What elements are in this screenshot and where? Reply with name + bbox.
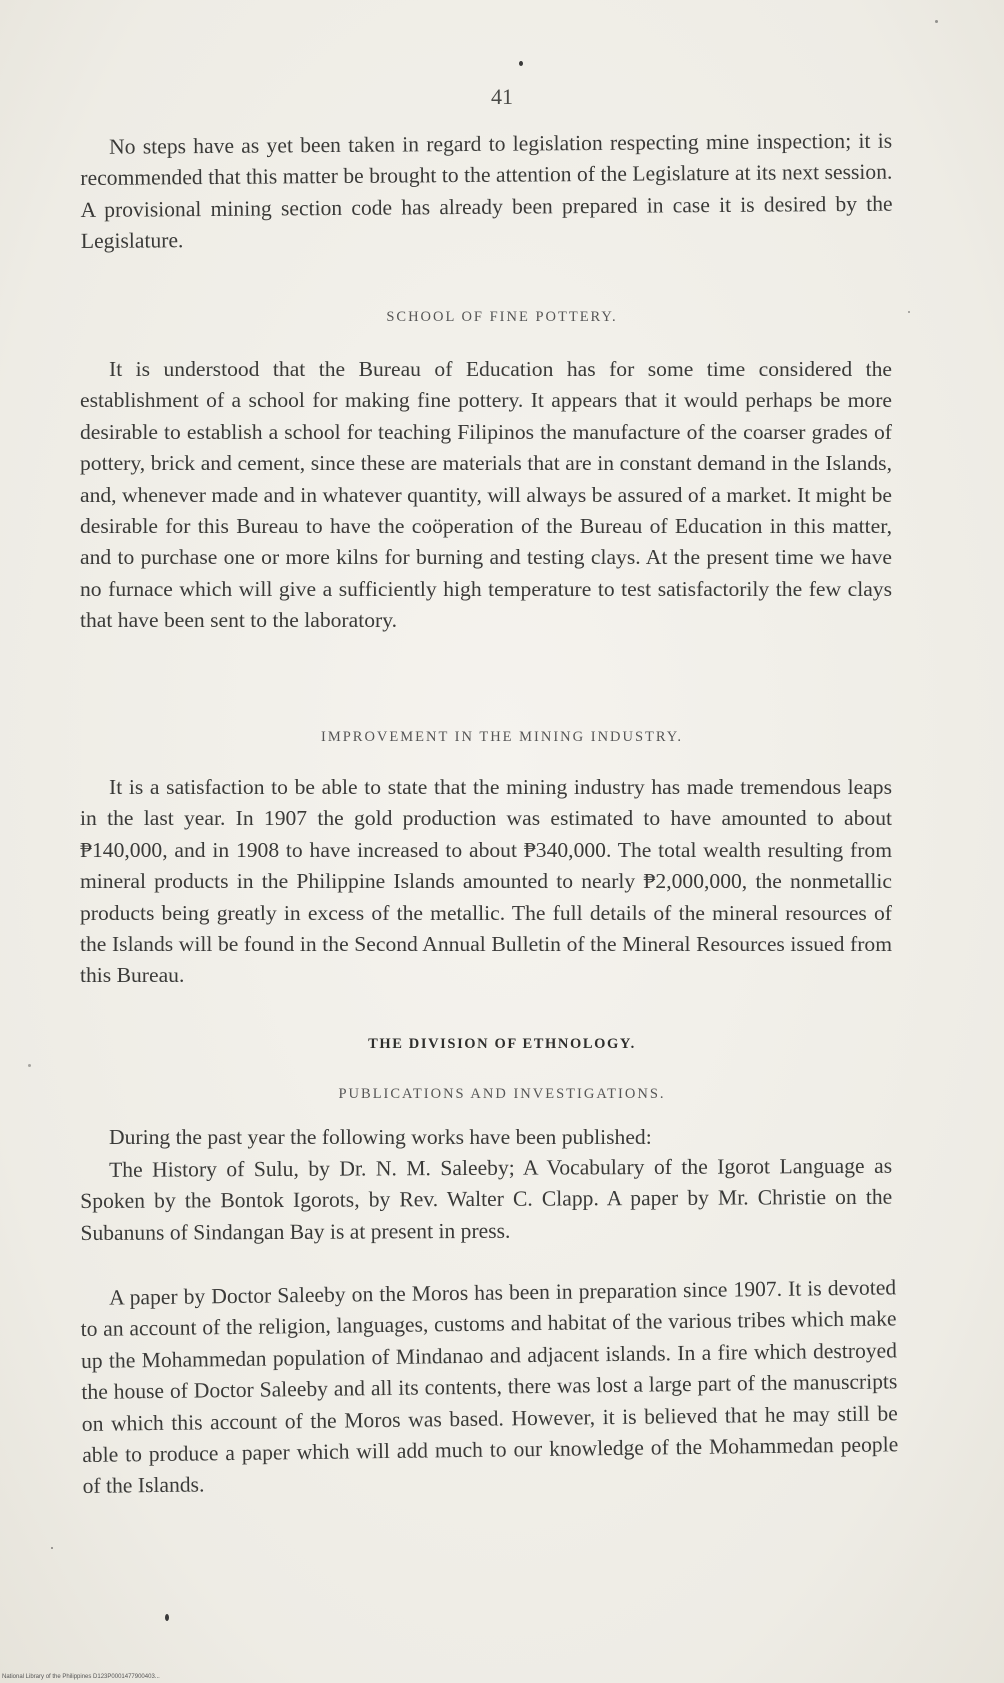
ink-speck [165, 1614, 169, 1621]
paragraph-mine-inspection: No steps have as yet been taken in regard to legislation respecting mine inspection; it is recommended that this matter be brought to the attention of the Legislature at its next session. A provisional mining section code has already been prepared in case it is desired by the Legislature. [80, 128, 893, 254]
footer-credit: National Library of the Philippines D123P0001477900403... [2, 1674, 160, 1680]
ink-speck [28, 1064, 31, 1067]
heading-division-of-ethnology: THE DIVISION OF ETHNOLOGY. [368, 1036, 636, 1052]
ink-speck [519, 61, 523, 66]
ink-speck [51, 1547, 53, 1549]
paragraph-mining-industry: It is a satisfaction to be able to state that the mining industry has made tremendous leaps in the last year. In 1907 the gold production was estimated to have amounted to about ₱140,000, and in 1908 to have increased to about ₱340,000. The total wealth resulting from mineral products in the Philippine Islands amounted to nearly ₱2,000,000, the nonmetallic products being greatly in excess of the metallic. The full details of the mineral resources of the Islands will be found in the Second Annual Bulletin of the Mineral Resources issued from this Bureau. [80, 775, 892, 988]
heading-improvement-mining-industry: IMPROVEMENT IN THE MINING INDUSTRY. [320, 729, 684, 745]
paragraph-moros-paper: A paper by Doctor Saleeby on the Moros has been in preparation since 1907. It is devoted to an account of the religion, languages, customs and habitat of the various tribes which make up the Mohammedan population of Mindanao and adjacent islands. In a fire which destroyed the house of Doctor Saleeby and all its contents, there was lost a large part of the manuscripts on which this account of the Moros was based. However, it is believed that he may still be able to produce a paper which will add much to our knowledge of the Mohammedan people of the Islands. [80, 1275, 899, 1499]
paragraph-works-published: During the past year the following works have been published: [109, 1125, 652, 1149]
page-number: 41 [491, 84, 513, 109]
heading-publications-investigations: PUBLICATIONS AND INVESTIGATIONS. [338, 1086, 666, 1102]
paragraph-history-of-sulu: The History of Sulu, by Dr. N. M. Saleeby; A Vocabulary of the Igorot Language as Spoken by the Bontok Igorots, by Rev. Walter C. Clapp. A paper by Mr. Christie on the Subanuns of Sindangan Bay is at present in press. [80, 1153, 893, 1245]
ink-speck [935, 20, 938, 23]
ink-speck [908, 311, 910, 313]
heading-school-of-fine-pottery: SCHOOL OF FINE POTTERY. [386, 309, 618, 325]
paragraph-fine-pottery: It is understood that the Bureau of Education has for some time considered the establishment of a school for making fine pottery. It appears that it would perhaps be more desirable to establish a school for teaching Filipinos the manufacture of the coarser grades of pottery, brick and cement, since these are materials that are in constant demand in the Islands, and, whenever made and in whatever quantity, will always be assured of a market. It might be desirable for this Bureau to have the coöperation of the Bureau of Education in this matter, and to purchase one or more kilns for burning and testing clays. At the present time we have no furnace which will give a sufficiently high temperature to test satisfactorily the few clays that have been sent to the laboratory. [80, 357, 892, 633]
